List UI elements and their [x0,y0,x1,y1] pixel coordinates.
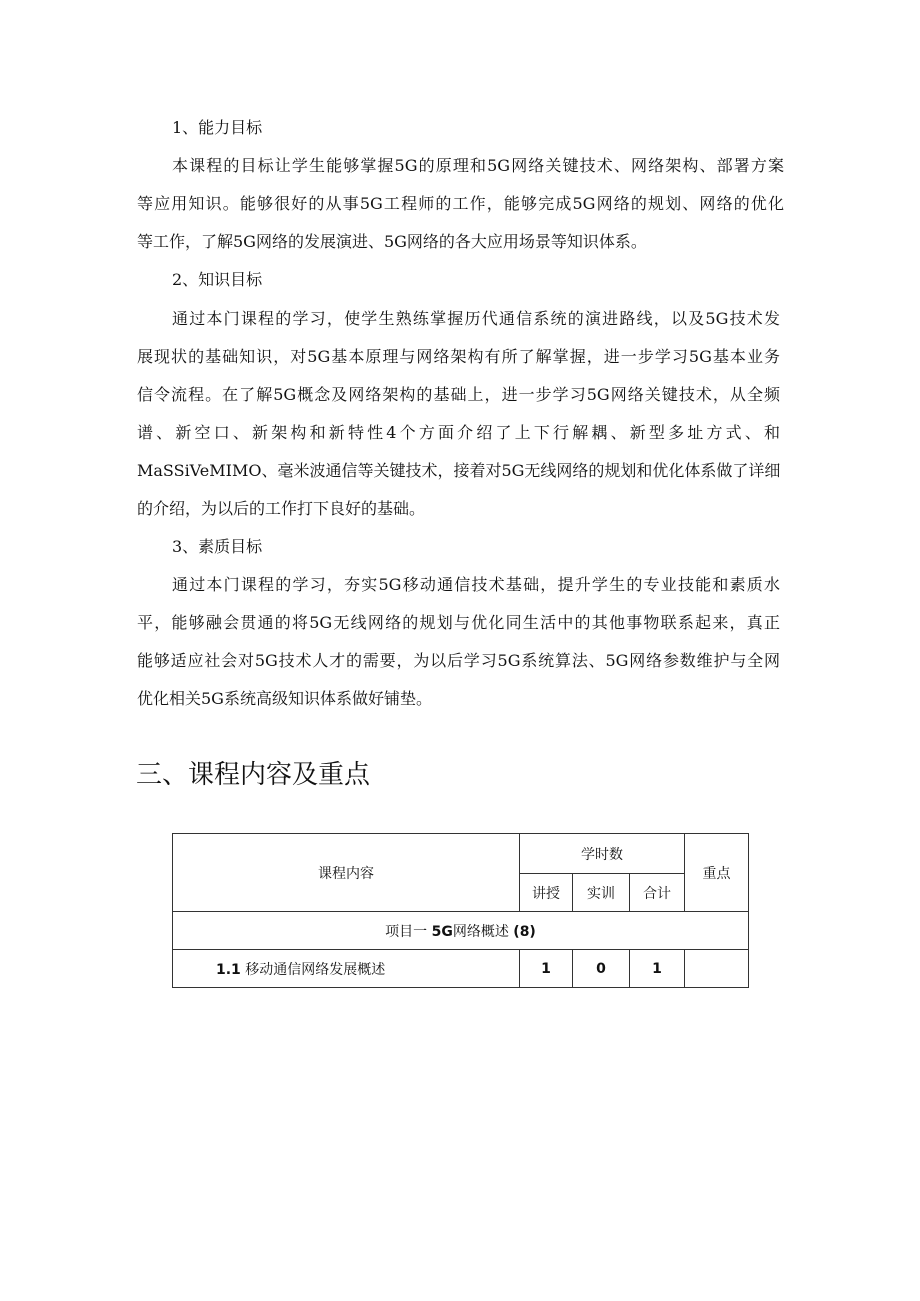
table-row-project [173,912,749,950]
objective-1-line: 等应用知识。能够很好的从事5G工程师的工作，能够完成5G网络的规划、网络的优化 [137,194,784,213]
objective-2-line: 信令流程。在了解5G概念及网络架构的基础上，进一步学习5G网络关键技术，从全频 [137,385,780,404]
header-lecture: 讲授 [520,874,573,912]
project-prefix: 项目一 [385,923,428,940]
objective-1-title: 1、能力目标 [172,118,263,137]
project-code: 5G [431,923,453,940]
objective-3-line: 能够适应社会对5G技术人才的需要，为以后学习5G系统算法、5G网络参数维护与全网 [137,651,780,670]
item-total-hours: 1 [630,950,685,988]
objective-3-line: 通过本门课程的学习，夯实5G移动通信技术基础，提升学生的专业技能和素质水 [172,575,780,594]
objective-2-title: 2、知识目标 [172,270,263,289]
objective-2-line: 通过本门课程的学习，使学生熟练掌握历代通信系统的演进路线，以及5G技术发 [172,309,780,328]
item-practice-hours: 0 [573,950,630,988]
objective-2-line: 展现状的基础知识，对5G基本原理与网络架构有所了解掌握，进一步学习5G基本业务 [137,347,780,366]
course-content-table [172,833,749,988]
header-hours: 学时数 [520,834,685,874]
objective-1-line: 本课程的目标让学生能够掌握5G的原理和5G网络关键技术、网络架构、部署方案 [172,156,784,175]
project-title-cell [173,912,749,950]
header-course-content: 课程内容 [173,834,520,912]
objective-2-line: 的介绍，为以后的工作打下良好的基础。 [137,499,426,518]
objective-2-line: MaSSiVeMIMO、毫米波通信等关键技术，接着对5G无线网络的规划和优化体系做了详细 [137,461,781,480]
project-hours: (8) [513,923,536,940]
objective-3-line: 平，能够融会贯通的将5G无线网络的规划与优化同生活中的其他事物联系起来，真正 [137,613,780,632]
item-lecture-hours: 1 [520,950,573,988]
item-number: 1.1 [216,961,241,978]
item-name: 移动通信网络发展概述 [245,961,386,978]
section-heading: 三、课程内容及重点 [136,760,371,790]
table-header-row [173,834,749,874]
item-title-cell [173,950,520,988]
header-practice: 实训 [573,874,630,912]
objective-2-line: 谱、新空口、新架构和新特性4个方面介绍了上下行解耦、新型多址方式、和 [137,423,780,442]
table-row [173,950,749,988]
objective-3-line: 优化相关5G系统高级知识体系做好铺垫。 [137,689,432,708]
objective-1-line: 等工作，了解5G网络的发展演进、5G网络的各大应用场景等知识体系。 [137,232,647,251]
header-key-point: 重点 [685,834,749,912]
item-key-point [685,950,749,988]
header-total: 合计 [630,874,685,912]
project-name: 网络概述 [452,923,509,940]
objective-3-title: 3、素质目标 [172,537,263,556]
